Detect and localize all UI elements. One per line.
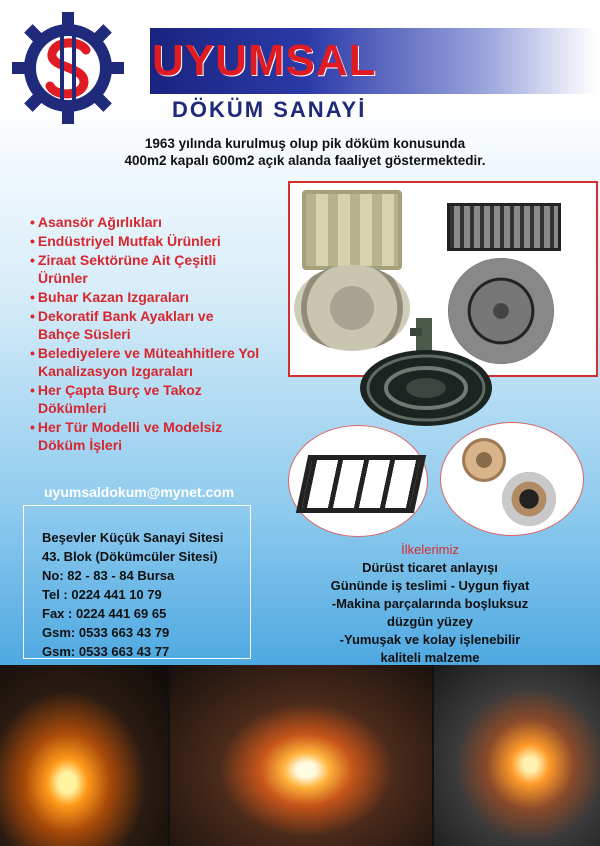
principle-line: -Makina parçalarında boşluksuz: [331, 596, 529, 611]
gsm-line: Gsm: 0533 663 43 79: [42, 625, 170, 640]
iron-grate-photo: [447, 203, 561, 251]
principle-line: -Yumuşak ve kolay işlenebilir: [339, 632, 521, 647]
intro-line: 400m2 kapalı 600m2 açık alanda faaliyet göstermektedir.: [124, 153, 486, 168]
intro-line: 1963 yılında kurulmuş olup pik döküm konusunda: [144, 136, 466, 151]
molten-pour-photo: [0, 665, 168, 846]
principle-line: Gününde iş teslimi - Uygun fiyat: [330, 578, 530, 593]
brand-subtitle: DÖKÜM SANAYİ: [172, 97, 367, 122]
address-line: Beşevler Küçük Sanayi Sitesi: [42, 530, 224, 545]
principles-section: [290, 541, 570, 667]
gsm-line: Gsm: 0533 663 43 77: [42, 644, 170, 659]
phone-line: Tel : 0224 441 10 79: [42, 587, 162, 602]
product-item: • Dekoratif Bank Ayakları ve Bahçe Süsleri: [30, 308, 214, 342]
principle-line: düzgün yüzey: [387, 614, 473, 629]
gas-burner-grate-photo: [296, 455, 426, 513]
principle-line: kaliteli malzeme: [380, 650, 480, 665]
ladle-pour-photo: [434, 665, 600, 846]
fax-line: Fax : 0224 441 69 65: [42, 606, 167, 621]
principles-heading: İlkelerimiz: [401, 542, 459, 557]
product-item: • Ziraat Sektörüne Ait Çeşitli Ürünler: [30, 252, 217, 286]
brand-name: UYUMSAL: [152, 36, 377, 85]
address-line: No: 82 - 83 - 84 Bursa: [42, 568, 175, 583]
product-item: • Her Çapta Burç ve Takoz Dökümleri: [30, 382, 202, 416]
gear-dollar-logo-icon: [10, 10, 126, 126]
email-address[interactable]: uyumsaldokum@mynet.com: [44, 484, 235, 500]
umbrella-stand-photo: [356, 318, 496, 428]
product-list: [30, 213, 292, 455]
product-item: • Buhar Kazan Izgaraları: [30, 289, 189, 305]
product-item: • Her Tür Modelli ve Modelsiz Döküm İşleri: [30, 419, 223, 453]
product-item: • Endüstriyel Mutfak Ürünleri: [30, 233, 221, 249]
product-item: • Belediyelere ve Müteahhitlere Yol Kanalizasyon Izgaraları: [30, 345, 260, 379]
contact-info: [42, 528, 272, 661]
address-line: 43. Blok (Dökümcüler Sitesi): [42, 549, 218, 564]
furnace-worker-photo: [170, 665, 432, 846]
product-item: • Asansör Ağırlıkları: [30, 214, 162, 230]
intro-text: [80, 135, 530, 169]
foundry-photo-strip: [0, 665, 600, 846]
cast-gear-part-photo: [462, 438, 506, 482]
principle-line: Dürüst ticaret anlayışı: [362, 560, 498, 575]
cast-grate-photo: [302, 190, 402, 270]
cast-ring-part-photo: [502, 472, 556, 526]
